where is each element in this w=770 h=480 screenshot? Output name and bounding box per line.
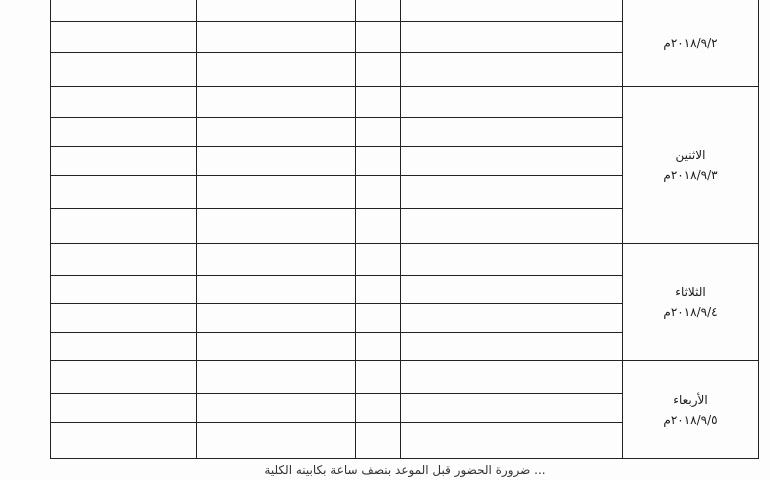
subject-cell — [401, 118, 622, 146]
exam-time-cell — [197, 147, 355, 175]
exam-time-cell — [197, 87, 355, 117]
table-vertical-rule — [758, 0, 759, 458]
student-count-cell — [356, 209, 400, 243]
day-date: ٢٠١٨/٩/٣م — [663, 168, 718, 182]
subject-cell — [401, 0, 622, 21]
day-cell — [623, 244, 758, 360]
subject-cell — [401, 423, 622, 458]
exam-time-cell — [197, 176, 355, 208]
table-horizontal-rule — [50, 458, 759, 459]
practical-cell — [51, 394, 196, 422]
practical-cell — [51, 423, 196, 458]
exam-time-cell — [197, 304, 355, 332]
student-count-cell — [356, 394, 400, 422]
day-cell — [623, 87, 758, 243]
student-count-cell — [356, 361, 400, 393]
day-date: ٢٠١٨/٩/٢م — [663, 36, 718, 50]
student-count-cell — [356, 423, 400, 458]
day-name: الأربعاء — [673, 392, 708, 407]
day-name: الثلاثاء — [675, 285, 706, 299]
practical-cell — [51, 118, 196, 146]
practical-cell — [51, 87, 196, 117]
practical-cell — [51, 276, 196, 303]
subject-cell — [401, 22, 622, 52]
exam-time-cell — [197, 276, 355, 303]
subject-cell — [401, 87, 622, 117]
practical-cell — [51, 304, 196, 332]
practical-cell — [51, 22, 196, 52]
day-date: ٢٠١٨/٩/٤م — [663, 305, 718, 319]
practical-cell — [51, 244, 196, 275]
day-name: الاثنين — [675, 148, 706, 162]
practical-cell — [51, 53, 196, 86]
exam-time-cell — [197, 394, 355, 422]
exam-time-cell — [197, 0, 355, 21]
practical-cell — [51, 209, 196, 243]
footer-note: ... ضرورة الحضور قبل الموعد بنصف ساعة بكابينه الكلية — [264, 463, 546, 477]
subject-cell — [401, 147, 622, 175]
student-count-cell — [356, 147, 400, 175]
student-count-cell — [356, 176, 400, 208]
student-count-cell — [356, 53, 400, 86]
student-count-cell — [356, 0, 400, 21]
practical-cell — [51, 0, 196, 21]
subject-cell — [401, 276, 622, 303]
subject-cell — [401, 53, 622, 86]
subject-cell — [401, 176, 622, 208]
student-count-cell — [356, 333, 400, 360]
exam-time-cell — [197, 423, 355, 458]
practical-cell — [51, 176, 196, 208]
student-count-cell — [356, 276, 400, 303]
exam-time-cell — [197, 53, 355, 86]
practical-cell — [51, 147, 196, 175]
exam-time-cell — [197, 209, 355, 243]
subject-cell — [401, 244, 622, 275]
exam-time-cell — [197, 333, 355, 360]
student-count-cell — [356, 304, 400, 332]
subject-cell — [401, 209, 622, 243]
exam-time-cell — [197, 118, 355, 146]
subject-cell — [401, 361, 622, 393]
subject-cell — [401, 394, 622, 422]
student-count-cell — [356, 118, 400, 146]
exam-time-cell — [197, 244, 355, 275]
subject-cell — [401, 333, 622, 360]
day-date: ٢٠١٨/٩/٥م — [663, 412, 718, 427]
exam-time-cell — [197, 22, 355, 52]
subject-cell — [401, 304, 622, 332]
student-count-cell — [356, 244, 400, 275]
practical-cell — [51, 361, 196, 393]
exam-time-cell — [197, 361, 355, 393]
student-count-cell — [356, 22, 400, 52]
day-cell — [623, 361, 758, 458]
day-cell — [623, 0, 758, 86]
student-count-cell — [356, 87, 400, 117]
practical-cell — [51, 333, 196, 360]
